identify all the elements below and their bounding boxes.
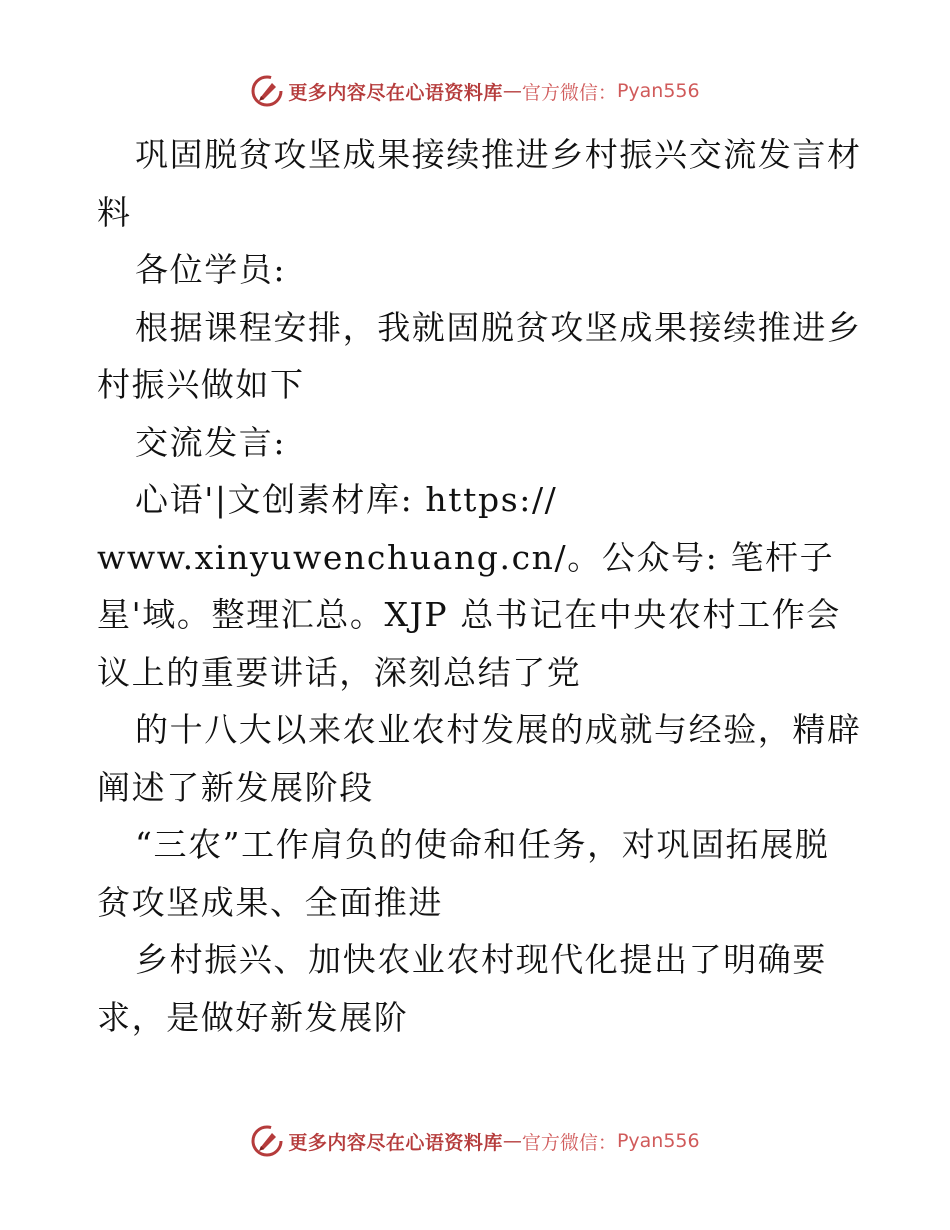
watermark-wechat-id: Pyan556 — [616, 80, 700, 102]
text-line: 各位学员: — [135, 250, 287, 289]
text-line: 村振兴做如下 — [97, 365, 305, 404]
text-line: 贫攻坚成果、全面推进 — [97, 882, 443, 922]
text-line: 阐述了新发展阶段 — [97, 767, 374, 807]
watermark-header — [0, 71, 950, 111]
watermark-wechat-id: Pyan556 — [616, 1130, 700, 1152]
text-line: 星'域。整理汇总。XJP 总书记在中央农村工作会 — [97, 595, 841, 634]
watermark-main-text: 更多内容尽在心语资料库 — [288, 81, 503, 104]
watermark-wechat-label: 官方微信： — [521, 81, 617, 104]
document-body — [97, 126, 862, 1046]
text-line: 求，是做好新发展阶 — [97, 997, 409, 1037]
text-line: “三农”工作肩负的使命和任务，对巩固拓展脱 — [135, 825, 830, 864]
text-line: 根据课程安排，我就固脱贫攻坚成果接续推进乡 — [135, 307, 862, 347]
text-line: 的十八大以来农业农村发展的成就与经验，精辟 — [135, 710, 862, 749]
text-line: 议上的重要讲话，深刻总结了党 — [97, 652, 582, 692]
pen-nib-logo-icon — [250, 74, 284, 108]
text-line: 乡村振兴、加快农业农村现代化提出了明确要 — [135, 940, 827, 979]
text-line: www.xinyuwenchuang.cn/。公众号: 笔杆子 — [97, 537, 835, 577]
text-line: 巩固脱贫攻坚成果接续推进乡村振兴交流发言材 — [135, 135, 862, 174]
watermark-dash: — — [502, 80, 522, 102]
watermark-footer — [0, 1121, 950, 1161]
text-line: 交流发言: — [135, 422, 287, 462]
pen-nib-logo-icon — [250, 1124, 284, 1158]
watermark-dash: — — [502, 1130, 522, 1152]
watermark-main-text: 更多内容尽在心语资料库 — [288, 1131, 503, 1154]
text-line: 料 — [97, 192, 132, 232]
text-line: 心语'|文创素材库: https:// — [135, 480, 558, 519]
watermark-wechat-label: 官方微信： — [521, 1131, 617, 1154]
